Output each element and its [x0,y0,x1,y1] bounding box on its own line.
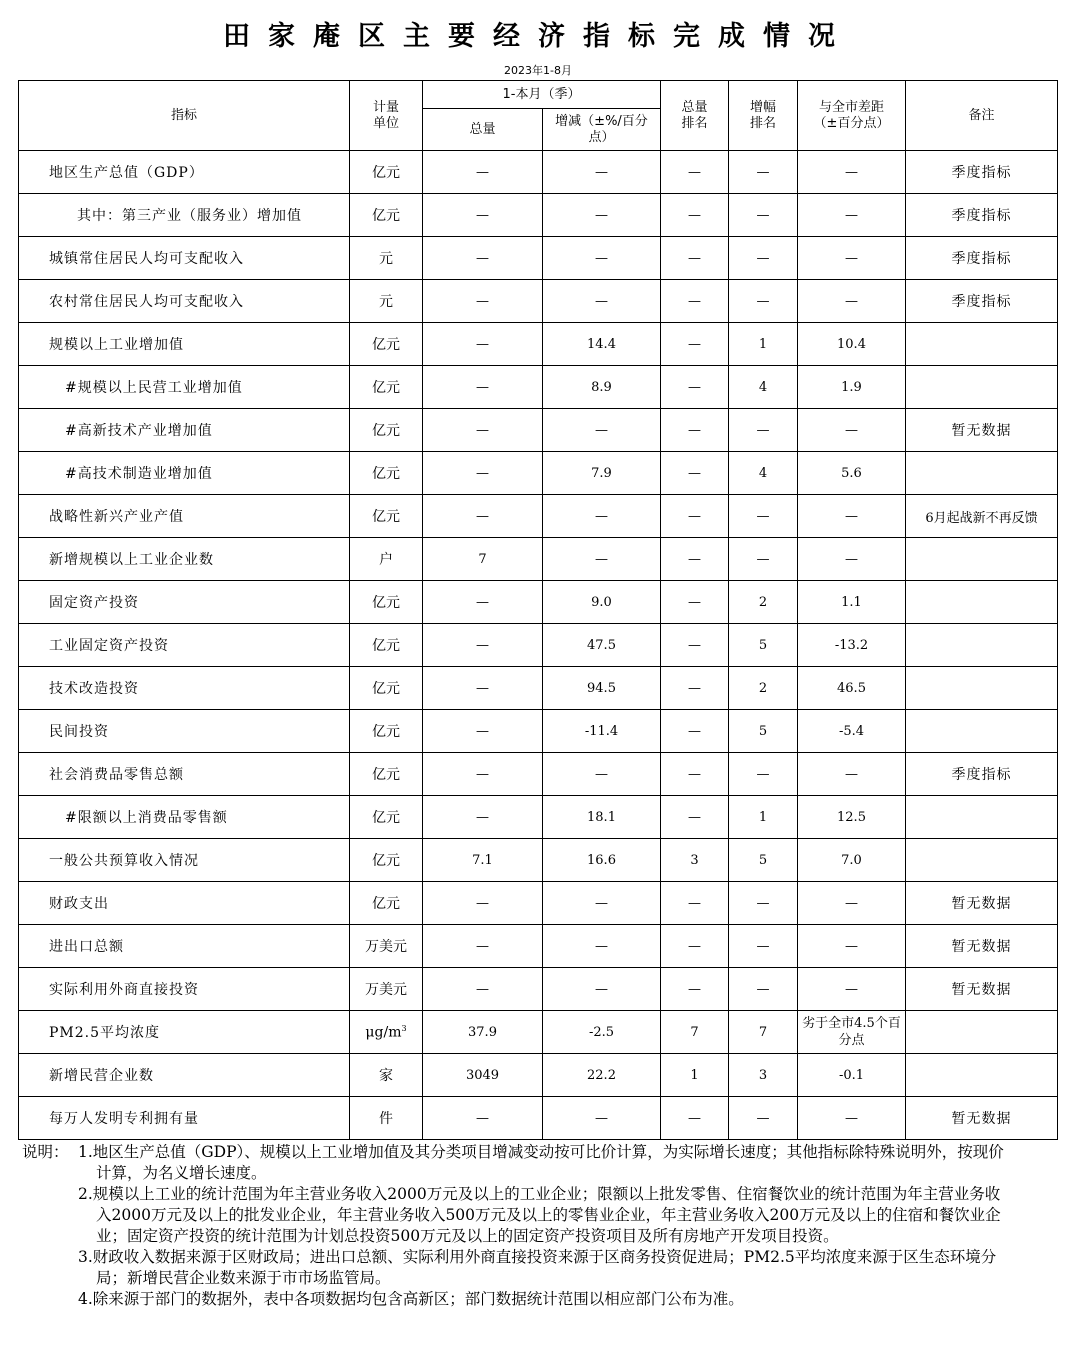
growth-rank-cell: 2 [729,581,798,624]
growth-rank-cell: 5 [729,839,798,882]
gap-cell: 46.5 [798,667,906,710]
total-cell: — [423,925,543,968]
table-row [19,839,1058,882]
unit-cell: 亿元 [350,323,423,366]
remark-cell: 暂无数据 [906,1097,1058,1140]
indicator-cell: 新增民营企业数 [19,1054,350,1097]
header-total: 总量 [423,109,543,151]
table-row [19,667,1058,710]
header-period: 1-本月（季） [423,81,661,109]
change-cell: 18.1 [543,796,661,839]
unit-cell: 亿元 [350,710,423,753]
table-row [19,538,1058,581]
indicator-cell: 一般公共预算收入情况 [19,839,350,882]
total-cell: — [423,194,543,237]
growth-rank-cell: 1 [729,323,798,366]
unit-cell: 亿元 [350,194,423,237]
indicator-cell: 技术改造投资 [19,667,350,710]
growth-rank-cell: 1 [729,796,798,839]
remark-cell [906,710,1058,753]
gap-cell: -0.1 [798,1054,906,1097]
gap-cell: — [798,1097,906,1140]
total-rank-cell: — [661,753,729,796]
growth-rank-cell: — [729,237,798,280]
header-indicator: 指标 [19,81,350,151]
table-row [19,495,1058,538]
unit-cell: 万美元 [350,968,423,1011]
table-row [19,624,1058,667]
note-item: 3.财政收入数据来源于区财政局；进出口总额、实际利用外商直接投资来源于区商务投资促进局；PM2.5平均浓度来源于区生态环境分局；新增民营企业数来源于市市场监管局。 [78,1248,997,1287]
remark-cell: 6月起战新不再反馈 [906,495,1058,538]
table-row [19,968,1058,1011]
growth-rank-cell: — [729,925,798,968]
table-row [19,237,1058,280]
growth-rank-cell: 3 [729,1054,798,1097]
gap-cell: — [798,538,906,581]
remark-cell [906,1054,1058,1097]
indicator-cell: PM2.5平均浓度 [19,1011,350,1054]
indicator-cell: 地区生产总值（GDP） [19,151,350,194]
unit-cell: 亿元 [350,452,423,495]
header-unit: 计量单位 [350,81,423,151]
table-row [19,323,1058,366]
change-cell: 8.9 [543,366,661,409]
gap-cell: — [798,409,906,452]
table-row [19,753,1058,796]
total-cell: — [423,882,543,925]
remark-cell [906,538,1058,581]
change-cell: — [543,1097,661,1140]
change-cell: -2.5 [543,1011,661,1054]
table-row [19,796,1058,839]
change-cell: — [543,409,661,452]
total-rank-cell: 3 [661,839,729,882]
gap-cell: — [798,968,906,1011]
growth-rank-cell: 4 [729,366,798,409]
remark-cell: 季度指标 [906,237,1058,280]
total-cell: 3049 [423,1054,543,1097]
indicator-cell: 城镇常住居民人均可支配收入 [19,237,350,280]
total-cell: — [423,581,543,624]
change-cell: — [543,237,661,280]
remark-cell: 暂无数据 [906,968,1058,1011]
growth-rank-cell: 4 [729,452,798,495]
unit-superscript: 3 [401,1023,407,1033]
total-cell: — [423,1097,543,1140]
gap-cell: — [798,194,906,237]
gap-cell: — [798,237,906,280]
unit-base: μg/m [365,1024,402,1041]
total-rank-cell: — [661,581,729,624]
change-cell: 94.5 [543,667,661,710]
header-change: 增减（±%/百分点） [543,109,661,151]
table-row [19,925,1058,968]
growth-rank-cell: — [729,968,798,1011]
remark-cell: 暂无数据 [906,409,1058,452]
table-row [19,581,1058,624]
report-period: 2023年1-8月 [504,64,572,77]
remark-cell: 季度指标 [906,753,1058,796]
notes-label: 说明： [22,1143,69,1161]
total-cell: — [423,452,543,495]
remark-cell: 季度指标 [906,194,1058,237]
remark-cell [906,796,1058,839]
unit-cell: 亿元 [350,667,423,710]
unit-cell: 万美元 [350,925,423,968]
change-cell: 9.0 [543,581,661,624]
indicator-table [18,80,1058,1140]
change-cell: 22.2 [543,1054,661,1097]
table-row [19,882,1058,925]
total-rank-cell: — [661,796,729,839]
indicator-cell: 民间投资 [19,710,350,753]
total-rank-cell: 1 [661,1054,729,1097]
indicator-cell: 工业固定资产投资 [19,624,350,667]
notes-list [22,1142,1012,1310]
unit-cell: 亿元 [350,796,423,839]
table-row [19,710,1058,753]
indicator-cell: 实际利用外商直接投资 [19,968,350,1011]
growth-rank-cell: — [729,753,798,796]
unit-cell: 亿元 [350,495,423,538]
remark-cell: 季度指标 [906,280,1058,323]
gap-cell: — [798,925,906,968]
change-cell: — [543,151,661,194]
growth-rank-cell: — [729,1097,798,1140]
growth-rank-cell: — [729,151,798,194]
change-cell: — [543,495,661,538]
note-item: 2.规模以上工业的统计范围为年主营业务收入2000万元及以上的工业企业；限额以上批发零售、住宿餐饮业的统计范围为年主营业务收入2000万元及以上的批发业企业，年主营业务收入500万元及以上的零售业企业，年主营业务收入200万元及以上的住宿和餐饮业企业；固定资产投资的统计范围为计划总投资500万元及以上的固定资产投资项目及所有房地产开发项目投资。 [78,1185,1001,1245]
remark-cell: 暂无数据 [906,882,1058,925]
gap-cell: 1.1 [798,581,906,624]
table-row [19,1011,1058,1054]
total-cell: 7 [423,538,543,581]
change-cell: 14.4 [543,323,661,366]
unit-cell: 户 [350,538,423,581]
change-cell: — [543,538,661,581]
header-growth-rank: 增幅排名 [729,81,798,151]
total-rank-cell: — [661,323,729,366]
indicator-cell: 战略性新兴产业产值 [19,495,350,538]
table-row [19,151,1058,194]
remark-cell [906,581,1058,624]
growth-rank-cell: — [729,280,798,323]
total-rank-cell: — [661,409,729,452]
unit-cell: 亿元 [350,581,423,624]
total-cell: — [423,710,543,753]
header-remark: 备注 [906,81,1058,151]
header-total-rank: 总量排名 [661,81,729,151]
total-rank-cell: — [661,366,729,409]
total-rank-cell: — [661,710,729,753]
total-rank-cell: 7 [661,1011,729,1054]
unit-cell: 亿元 [350,151,423,194]
unit-cell [350,1011,423,1054]
total-rank-cell: — [661,624,729,667]
remark-cell: 暂无数据 [906,925,1058,968]
unit-cell: 亿元 [350,753,423,796]
gap-cell: — [798,151,906,194]
remark-cell [906,366,1058,409]
change-cell: — [543,882,661,925]
total-rank-cell: — [661,151,729,194]
gap-cell: — [798,495,906,538]
gap-cell: 10.4 [798,323,906,366]
total-cell: — [423,237,543,280]
change-cell: 47.5 [543,624,661,667]
unit-cell: 元 [350,280,423,323]
indicator-cell: 进出口总额 [19,925,350,968]
indicator-cell: 社会消费品零售总额 [19,753,350,796]
gap-cell: -13.2 [798,624,906,667]
total-cell: — [423,323,543,366]
indicator-cell: #限额以上消费品零售额 [19,796,350,839]
total-rank-cell: — [661,237,729,280]
change-cell: 16.6 [543,839,661,882]
growth-rank-cell: — [729,538,798,581]
gap-cell: 劣于全市4.5个百分点 [798,1011,906,1054]
table-body [19,151,1058,1140]
unit-cell: 亿元 [350,839,423,882]
note-item: 4.除来源于部门的数据外，表中各项数据均包含高新区；部门数据统计范围以相应部门公布为准。 [78,1290,744,1308]
notes-section [22,1142,1012,1310]
unit-cell: 元 [350,237,423,280]
table-row [19,194,1058,237]
change-cell: -11.4 [543,710,661,753]
table-row [19,1054,1058,1097]
total-rank-cell: — [661,280,729,323]
indicator-cell: 固定资产投资 [19,581,350,624]
total-cell: — [423,151,543,194]
table-row [19,1097,1058,1140]
total-cell: — [423,796,543,839]
growth-rank-cell: 5 [729,624,798,667]
header-gap: 与全市差距（±百分点） [798,81,906,151]
total-cell: — [423,409,543,452]
total-rank-cell: — [661,968,729,1011]
gap-cell: 5.6 [798,452,906,495]
total-cell: — [423,280,543,323]
indicator-cell: 规模以上工业增加值 [19,323,350,366]
growth-rank-cell: — [729,409,798,452]
growth-rank-cell: 7 [729,1011,798,1054]
remark-cell [906,1011,1058,1054]
total-rank-cell: — [661,194,729,237]
remark-cell [906,839,1058,882]
total-rank-cell: — [661,495,729,538]
gap-cell: 7.0 [798,839,906,882]
total-rank-cell: — [661,1097,729,1140]
change-cell: — [543,968,661,1011]
indicator-cell: #规模以上民营工业增加值 [19,366,350,409]
indicator-cell: #高技术制造业增加值 [19,452,350,495]
note-item: 1.地区生产总值（GDP）、规模以上工业增加值及其分类项目增减变动按可比价计算，为实际增长速度；其他指标除特殊说明外，按现价计算，为名义增长速度。 [78,1143,1004,1182]
gap-cell: 1.9 [798,366,906,409]
indicator-cell: 新增规模以上工业企业数 [19,538,350,581]
table-row [19,409,1058,452]
unit-cell: 家 [350,1054,423,1097]
table-row [19,280,1058,323]
remark-cell [906,323,1058,366]
remark-cell [906,452,1058,495]
growth-rank-cell: — [729,194,798,237]
total-cell: 7.1 [423,839,543,882]
change-cell: — [543,753,661,796]
gap-cell: — [798,753,906,796]
total-cell: 37.9 [423,1011,543,1054]
indicator-cell: #高新技术产业增加值 [19,409,350,452]
remark-cell: 季度指标 [906,151,1058,194]
indicator-cell: 每万人发明专利拥有量 [19,1097,350,1140]
total-cell: — [423,624,543,667]
growth-rank-cell: — [729,495,798,538]
remark-cell [906,624,1058,667]
growth-rank-cell: 2 [729,667,798,710]
total-cell: — [423,366,543,409]
table-row [19,452,1058,495]
unit-cell: 亿元 [350,882,423,925]
total-cell: — [423,968,543,1011]
total-cell: — [423,495,543,538]
indicator-cell: 财政支出 [19,882,350,925]
unit-cell: 亿元 [350,624,423,667]
change-cell: — [543,194,661,237]
total-cell: — [423,753,543,796]
gap-cell: — [798,280,906,323]
unit-cell: 件 [350,1097,423,1140]
gap-cell: 12.5 [798,796,906,839]
total-rank-cell: — [661,925,729,968]
growth-rank-cell: — [729,882,798,925]
total-rank-cell: — [661,882,729,925]
gap-cell: — [798,882,906,925]
total-rank-cell: — [661,538,729,581]
unit-cell: 亿元 [350,366,423,409]
remark-cell [906,667,1058,710]
total-rank-cell: — [661,452,729,495]
indicator-cell: 农村常住居民人均可支配收入 [19,280,350,323]
gap-cell: -5.4 [798,710,906,753]
table-row [19,366,1058,409]
change-cell: 7.9 [543,452,661,495]
total-cell: — [423,667,543,710]
total-rank-cell: — [661,667,729,710]
change-cell: — [543,925,661,968]
unit-cell: 亿元 [350,409,423,452]
growth-rank-cell: 5 [729,710,798,753]
indicator-cell: 其中：第三产业（服务业）增加值 [19,194,350,237]
change-cell: — [543,280,661,323]
page-title: 田家庵区主要经济指标完成情况 [223,21,853,52]
